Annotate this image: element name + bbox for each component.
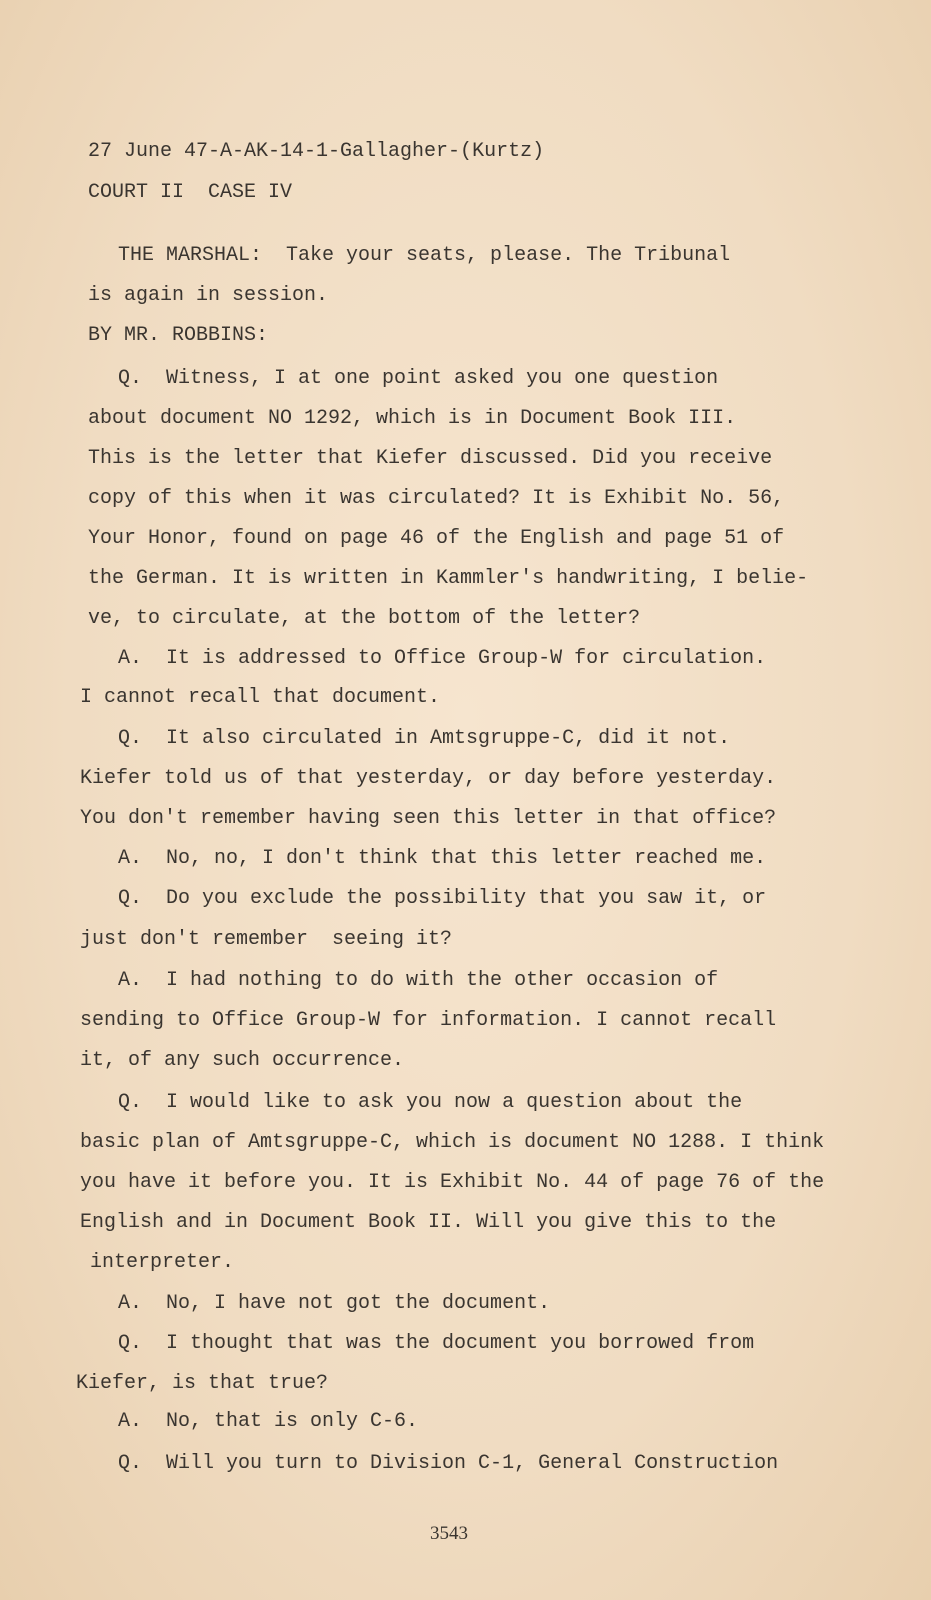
transcript-line: Kiefer told us of that yesterday, or day before yesterday.: [80, 767, 777, 790]
transcript-line: Kiefer, is that true?: [76, 1372, 329, 1395]
transcript-line: BY MR. ROBBINS:: [88, 324, 269, 347]
transcript-line: the German. It is written in Kammler's handwriting, I belie-: [88, 567, 809, 590]
transcript-line: THE MARSHAL: Take your seats, please. The Tribunal: [118, 244, 731, 267]
transcript-line: A. I had nothing to do with the other occasion of: [118, 969, 719, 992]
transcript-line: A. It is addressed to Office Group-W for circulation.: [118, 647, 767, 670]
transcript-line: A. No, no, I don't think that this letter reached me.: [118, 847, 767, 870]
header-court-case: COURT II CASE IV: [88, 181, 293, 204]
transcript-line: Q. I would like to ask you now a question about the: [118, 1091, 743, 1114]
transcript-line: This is the letter that Kiefer discussed. Did you receive: [88, 447, 773, 470]
transcript-line: about document NO 1292, which is in Document Book III.: [88, 407, 737, 430]
transcript-line: A. No, I have not got the document.: [118, 1292, 551, 1315]
transcript-line: A. No, that is only C-6.: [118, 1410, 419, 1433]
header-reference: 27 June 47-A-AK-14-1-Gallagher-(Kurtz): [88, 140, 545, 163]
transcript-line: Q. Will you turn to Division C-1, General Construction: [118, 1452, 779, 1475]
transcript-line: copy of this when it was circulated? It is Exhibit No. 56,: [88, 487, 785, 510]
transcript-line: it, of any such occurrence.: [80, 1049, 405, 1072]
transcript-line: just don't remember seeing it?: [80, 928, 453, 951]
transcript-line: you have it before you. It is Exhibit No. 44 of page 76 of the: [80, 1171, 825, 1194]
transcript-line: ve, to circulate, at the bottom of the letter?: [88, 607, 641, 630]
transcript-line: Your Honor, found on page 46 of the English and page 51 of: [88, 527, 785, 550]
transcript-line: English and in Document Book II. Will you give this to the: [80, 1211, 777, 1234]
transcript-line: is again in session.: [88, 284, 329, 307]
transcript-line: Q. Witness, I at one point asked you one question: [118, 367, 719, 390]
transcript-line: interpreter.: [90, 1251, 235, 1274]
transcript-line: I cannot recall that document.: [80, 686, 441, 709]
transcript-line: basic plan of Amtsgruppe-C, which is document NO 1288. I think: [80, 1131, 825, 1154]
page-number: 3543: [430, 1523, 468, 1544]
transcript-line: Q. It also circulated in Amtsgruppe-C, did it not.: [118, 727, 731, 750]
transcript-line: Q. Do you exclude the possibility that you saw it, or: [118, 887, 767, 910]
transcript-line: You don't remember having seen this letter in that office?: [80, 807, 777, 830]
transcript-line: sending to Office Group-W for information. I cannot recall: [80, 1009, 777, 1032]
transcript-line: Q. I thought that was the document you borrowed from: [118, 1332, 755, 1355]
